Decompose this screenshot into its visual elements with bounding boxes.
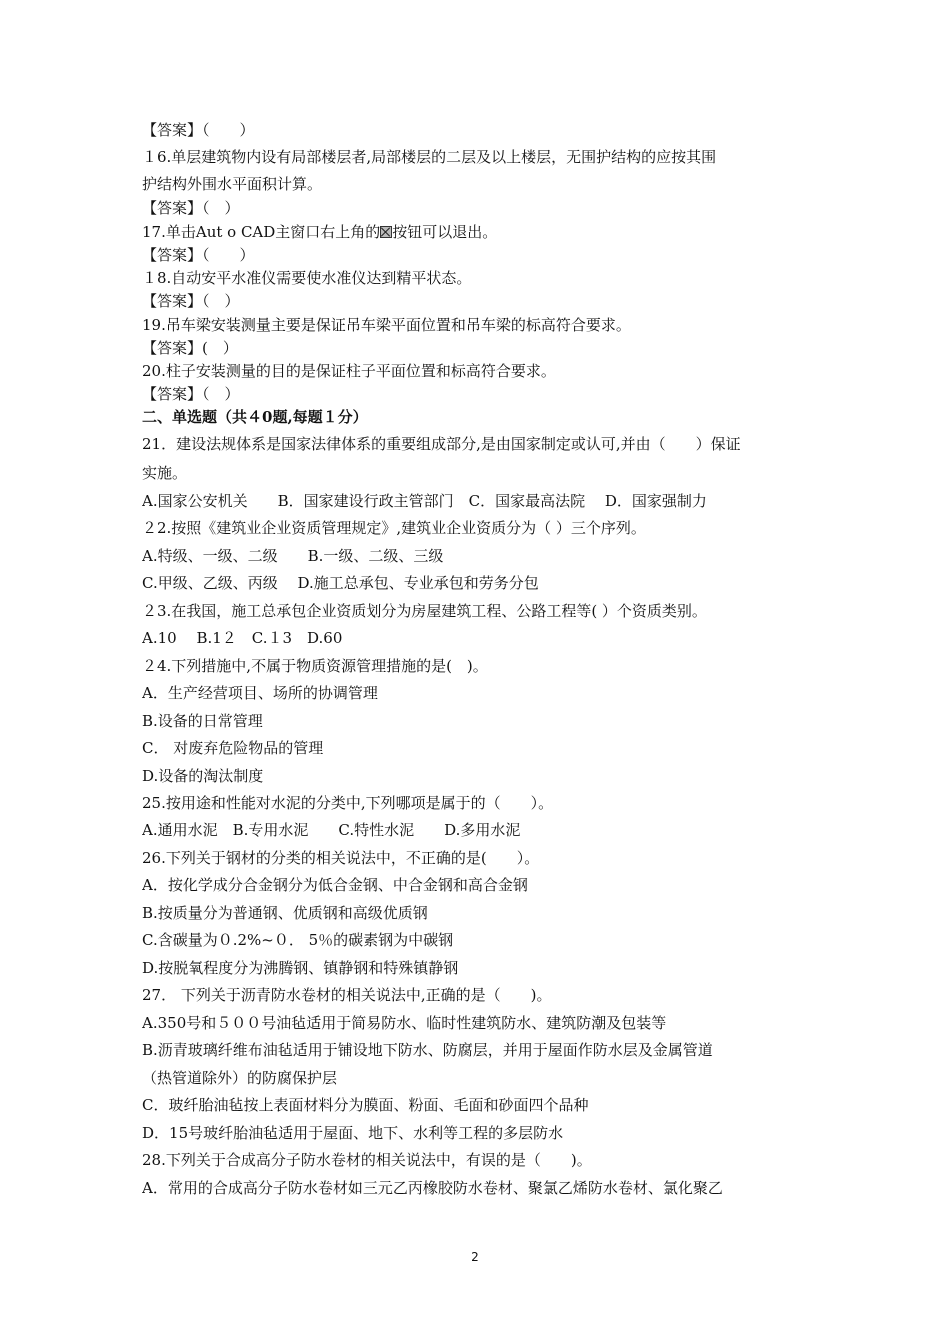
question-26: 26.下列关于钢材的分类的相关说法中，不正确的是( ）。 <box>142 849 540 867</box>
question-21-line2: 实施。 <box>142 464 188 482</box>
question-25: 25.按用途和性能对水泥的分类中,下列哪项是属于的（ ）。 <box>142 794 554 812</box>
question-27: 27． 下列关于沥青防水卷材的相关说法中,正确的是（ )。 <box>142 986 552 1004</box>
question-27-option-b-line1: B.沥青玻璃纤维布油毡适用于铺设地下防水、防腐层，并用于屋面作防水层及金属管道 <box>142 1041 713 1059</box>
question-24: ２4.下列措施中,不属于物质资源管理措施的是( )。 <box>142 657 488 675</box>
question-21-line1: 21．建设法规体系是国家法律体系的重要组成部分,是由国家制定或认可,并由（ ）保证 <box>142 435 741 453</box>
question-22-options-cd: C.甲级、乙级、丙级 D.施工总承包、专业承包和劳务分包 <box>142 574 539 592</box>
question-25-options: A.通用水泥 B.专用水泥 C.特性水泥 D.多用水泥 <box>142 821 521 839</box>
question-24-option-b: B.设备的日常管理 <box>142 712 263 730</box>
question-17-text-a: 17.单击Aut o CAD主窗口右上角的 <box>142 223 381 241</box>
question-27-option-c: C．玻纤胎油毡按上表面材料分为膜面、粉面、毛面和砂面四个品种 <box>142 1096 589 1114</box>
question-16-line1: １6.单层建筑物内设有局部楼层者,局部楼层的二层及以上楼层，无围护结构的应按其围 <box>142 148 717 166</box>
page-number: 2 <box>471 1250 479 1264</box>
question-24-option-d: D.设备的淘汰制度 <box>142 767 264 785</box>
question-17-text-b: 按钮可以退出。 <box>392 223 498 241</box>
question-23-options: A.10 B.1２ C.１3 D.60 <box>142 629 343 647</box>
question-24-option-a: A．生产经营项目、场所的协调管理 <box>142 684 378 702</box>
answer-15: 【答案】（ ） <box>142 121 255 139</box>
question-20: 20.柱子安装测量的目的是保证柱子平面位置和标高符合要求。 <box>142 362 556 380</box>
question-27-option-d: D．15号玻纤胎油毡适用于屋面、地下、水利等工程的多层防水 <box>142 1124 564 1142</box>
answer-16: 【答案】（ ） <box>142 199 240 217</box>
question-24-option-c: C． 对废弃危险物品的管理 <box>142 739 324 757</box>
question-26-option-d: D.按脱氧程度分为沸腾钢、镇静钢和特殊镇静钢 <box>142 959 459 977</box>
question-28-option-a: A．常用的合成高分子防水卷材如三元乙丙橡胶防水卷材、聚氯乙烯防水卷材、氯化聚乙 <box>142 1179 723 1197</box>
close-box-icon <box>380 226 392 238</box>
question-18: １8.自动安平水准仪需要使水准仪达到精平状态。 <box>142 269 472 287</box>
question-22: ２2.按照《建筑业企业资质管理规定》,建筑业企业资质分为（ ）三个序列。 <box>142 519 646 537</box>
question-26-option-b: B.按质量分为普通钢、优质钢和高级优质钢 <box>142 904 428 922</box>
question-17 <box>142 221 822 243</box>
question-27-option-a: A.350号和５００号油毡适用于简易防水、临时性建筑防水、建筑防潮及包装等 <box>142 1014 667 1032</box>
answer-19: 【答案】( ） <box>142 339 238 357</box>
question-16-line2: 护结构外围水平面积计算。 <box>142 175 323 193</box>
question-22-options-ab: A.特级、一级、二级 B.一级、二级、三级 <box>142 547 444 565</box>
question-27-option-b-line2: （热管道除外）的防腐保护层 <box>142 1069 338 1087</box>
question-26-option-a: A．按化学成分合金钢分为低合金钢、中合金钢和高合金钢 <box>142 876 528 894</box>
answer-17: 【答案】（ ） <box>142 246 255 264</box>
answer-18: 【答案】（ ） <box>142 292 240 310</box>
question-23: ２3.在我国，施工总承包企业资质划分为房屋建筑工程、公路工程等( ）个资质类别。 <box>142 602 707 620</box>
question-21-options: A.国家公安机关 B．国家建设行政主管部门 C．国家最高法院 D．国家强制力 <box>142 492 707 510</box>
section-heading: 二、单选题（共４0题,每题１分） <box>142 408 368 426</box>
question-28: 28.下列关于合成高分子防水卷材的相关说法中，有误的是（ )。 <box>142 1151 592 1169</box>
question-26-option-c: C.含碳量为０.2%~０． 5％的碳素钢为中碳钢 <box>142 931 454 949</box>
answer-20: 【答案】（ ） <box>142 385 240 403</box>
question-19: 19.吊车梁安装测量主要是保证吊车梁平面位置和吊车梁的标高符合要求。 <box>142 316 631 334</box>
